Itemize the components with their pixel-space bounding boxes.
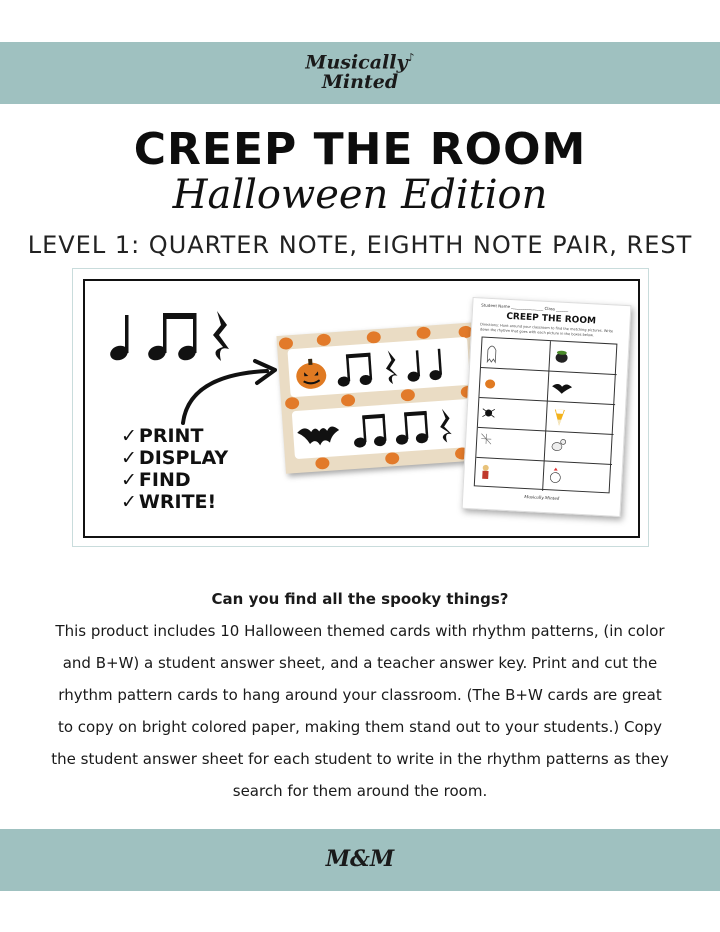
- rhythm-card: [287, 337, 470, 397]
- pumpkin-icon: [485, 379, 495, 389]
- sheet-title: CREEP THE ROOM: [506, 311, 597, 327]
- check-icon: ✓: [121, 425, 137, 447]
- bat-icon: [297, 426, 340, 447]
- description-body: This product includes 10 Halloween themed cards with rhythm patterns, (in color and B+W) a student answer sheet, and a teacher answer key. Print and cut the rhythm pattern cards to hang around your classroom. (The B+W cards are great to copy on bright colored paper, making them stand out to your students.) Copy the student answer sheet for each student to write in the rhythm patterns as they search for them around the room.: [51, 622, 669, 800]
- spider-icon: [482, 409, 494, 418]
- scarecrow-icon: [482, 465, 489, 479]
- check-icon: ✓: [121, 447, 137, 469]
- bottom-logo: M&M: [325, 846, 395, 872]
- skeleton-dog-icon: [552, 439, 566, 451]
- product-description: [50, 583, 670, 807]
- sheet-logo: Musically Minted: [524, 493, 560, 501]
- chicken-icon: [550, 467, 561, 483]
- rhythm-card-stack: [276, 322, 485, 474]
- rhythm-card: [292, 399, 475, 459]
- candy-corn-icon: [554, 409, 565, 426]
- logo-line-2: Minted: [321, 71, 399, 94]
- sheet-directions: Directions: Hunt around your classroom to find the matching pictures. Write down the rhythm that goes with each picture in the boxes below.: [479, 322, 614, 337]
- pumpkin-icon: [295, 358, 327, 390]
- page-subtitle: Halloween Edition: [172, 172, 548, 218]
- ghost-icon: [487, 346, 496, 362]
- brand-logo: [0, 48, 720, 92]
- bat-icon: [552, 384, 572, 395]
- checklist-item: ✓ FIND: [121, 469, 191, 491]
- description-question: Can you find all the spooky things?: [211, 590, 509, 608]
- checklist-item: ✓ DISPLAY: [121, 447, 229, 469]
- preview-frame: [83, 279, 640, 538]
- music-note-icon: ♪: [407, 51, 415, 64]
- check-icon: ✓: [121, 491, 137, 513]
- check-icon: ✓: [121, 469, 137, 491]
- page-title: CREEP THE ROOM: [133, 124, 587, 175]
- quarter-note-icon: [108, 315, 130, 363]
- checklist-item: ✓ WRITE!: [121, 491, 217, 513]
- sheet-header: Student Name ________________ Class ______: [481, 302, 569, 313]
- logo-line-1: Musically: [305, 51, 408, 74]
- student-answer-sheet: [462, 297, 632, 517]
- eighth-note-pair-icon: [146, 313, 198, 363]
- sheet-grid: [474, 337, 618, 494]
- cauldron-icon: [555, 350, 568, 363]
- product-preview: [72, 268, 649, 547]
- spiderweb-icon: [481, 434, 492, 445]
- quarter-rest-icon: [213, 311, 229, 361]
- checklist-item: ✓ PRINT: [121, 425, 204, 447]
- checklist: [121, 425, 228, 513]
- level-heading: LEVEL 1: QUARTER NOTE, EIGHTH NOTE PAIR, REST: [27, 231, 693, 259]
- arrow-icon: [175, 357, 285, 427]
